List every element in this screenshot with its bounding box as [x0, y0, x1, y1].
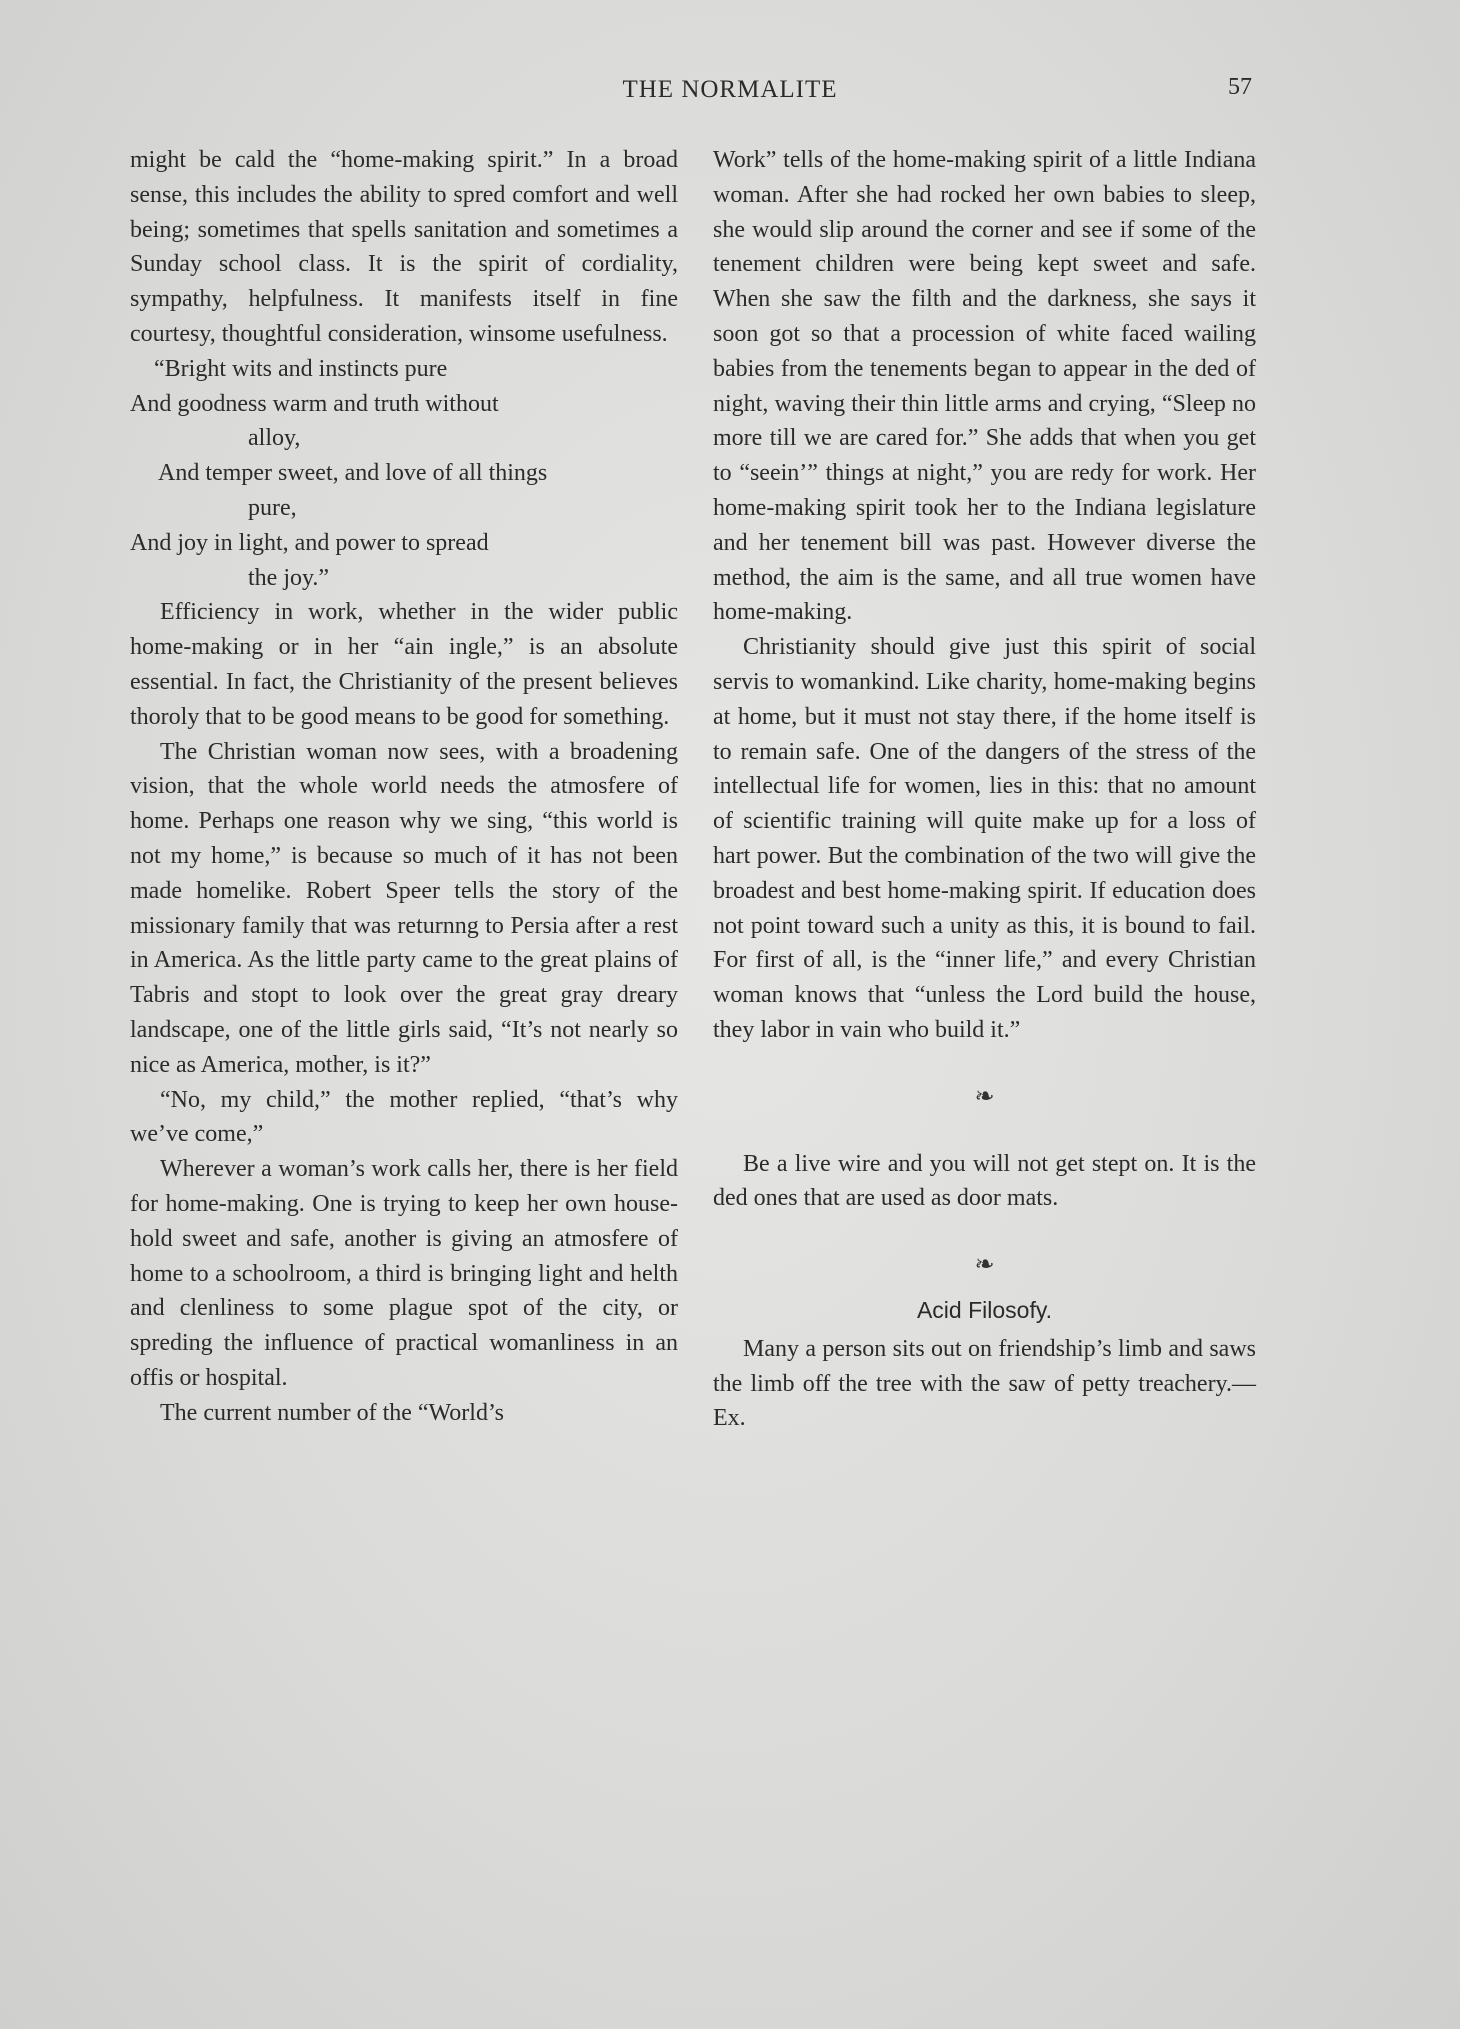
poem-line-continuation: alloy, — [248, 425, 301, 452]
poem-line-continuation: pure, — [248, 494, 297, 521]
paragraph: The Christian woman now sees, with a broadening vision, that the whole world needs the atmosfere of home. Perhaps one reason why we sing, “this world is not my home,” is because so much of it has not been made homelike. Robert Speer tells the story of the missionary family that was returnng to Persia after a rest in America. As the little party came to the great plains of Tabris and stopt to look over the great gray dreary landscape, one of the little girls said, “It’s not nearly so nice as America, mother, is it?” — [130, 738, 678, 1078]
section-title: Acid Filosofy. — [916, 1296, 1053, 1323]
page-header-title: THE NORMALITE — [622, 76, 838, 103]
paragraph: Wherever a woman’s work calls her, there is her field for home-making. One is trying to keep her own house-hold sweet and safe, another is giving an atmosfere of home to a schoolroom, a third is bringing light and helth and clenliness to some plague spot of the city, or spreding the influence of practical womanliness in an offis or hospital. — [130, 1156, 678, 1391]
poem-line: “Bright wits and instincts pure — [154, 355, 448, 382]
paragraph: might be cald the “home-making spirit.” In a broad sense, this includes the ability to spred comfort and well being; sometimes that spells sanitation and sometimes a Sunday school class. It is the spirit of cordiality, sympathy, helpfulness. It manifests itself in fine courtesy, thoughtful consideration, winsome usefulness. — [130, 147, 678, 347]
page-number: 57 — [1228, 74, 1252, 100]
paragraph: “No, my child,” the mother replied, “that’s why we’ve come,” — [130, 1086, 678, 1148]
paragraph: Efficiency in work, whether in the wider public home-making or in her “ain ingle,” is an absolute essential. In fact, the Christianity of the present believes thoroly that to be good means to be good for something. — [130, 599, 678, 730]
paragraph: Christianity should give just this spirit of social servis to womankind. Like charity, home-making begins at home, but it must not stay there, if the home itself is to remain safe. One of the dangers of the stress of the intellectual life for women, lies in this: that no amount of scientific training will quite make up for a loss of hart power. But the combination of the two will give the broadest and best home-making spirit. If education does not point toward such a unity as this, it is bound to fail. For first of all, is the “inner life,” and every Christian woman knows that “unless the Lord build the house, they labor in vain who build it.” — [713, 634, 1256, 1043]
fleuron-icon: ❧ — [974, 1252, 995, 1279]
paragraph: Be a live wire and you will not get stept on. It is the ded ones that are used as door mats. — [713, 1150, 1256, 1212]
poem-line: And temper sweet, and love of all things — [158, 460, 548, 487]
left-column — [130, 143, 678, 1430]
poem-line: And goodness warm and truth without — [130, 390, 499, 417]
right-column — [713, 143, 1256, 1436]
paragraph: Many a person sits out on friendship’s limb and saws the limb off the tree with the saw of petty treachery.—Ex. — [713, 1335, 1256, 1432]
poem-quote — [130, 352, 678, 596]
poem-line: And joy in light, and power to spread — [130, 529, 489, 556]
paragraph: Work” tells of the home-making spirit of a little Indiana woman. After she had rocked her own babies to sleep, she would slip around the corner and see if some of the tenement children were being kept sweet and safe. When she saw the filth and the darkness, she says it soon got so that a procession of white faced wailing babies from the tenements began to appear in the ded of night, waving their thin little arms and crying, “Sleep no more till we are cared for.” She adds that when you get to “seein’” things at night,” you are redy for work. Her home-making spirit took her to the Indiana legislature and her tenement bill was past. However diverse the method, the aim is the same, and all true women have home-making. — [713, 147, 1256, 626]
fleuron-icon: ❧ — [974, 1083, 995, 1110]
poem-line-continuation: the joy.” — [248, 564, 330, 591]
paragraph: The current number of the “World’s — [160, 1399, 504, 1426]
